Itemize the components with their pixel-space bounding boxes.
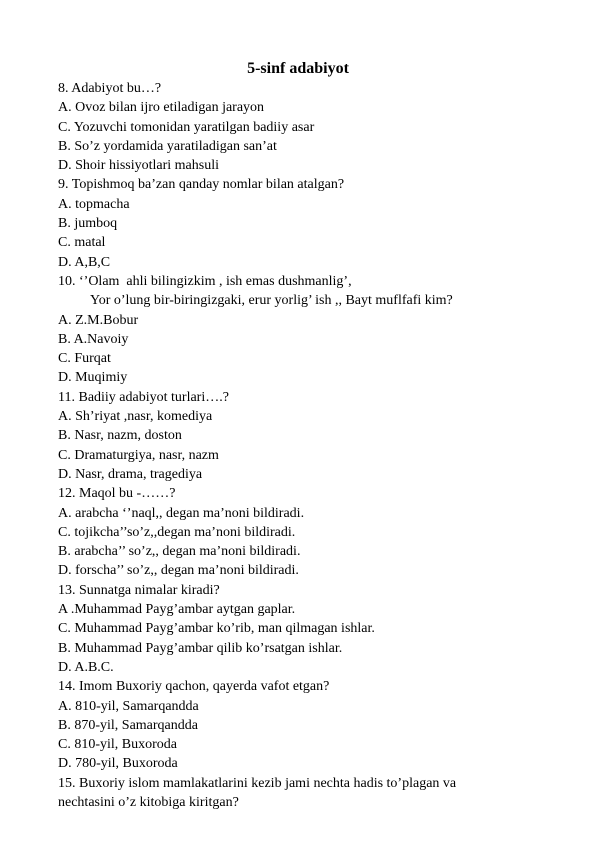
answer-line: B. jumboq <box>58 216 118 232</box>
answer-line: B. arabcha’’ so’z,, degan ma’noni bildiradi. <box>58 544 301 560</box>
answer-line: D. 780-yil, Buxoroda <box>58 756 178 772</box>
answer-line: C. Dramaturgiya, nasr, nazm <box>58 447 219 463</box>
answer-line: C. Yozuvchi tomonidan yaratilgan badiiy asar <box>58 119 315 135</box>
answer-line: B. Nasr, nazm, doston <box>58 428 182 444</box>
answer-line: D. Shoir hissiyotlari mahsuli <box>58 158 219 174</box>
answer-line: C. Furqat <box>58 351 111 367</box>
answer-line: A .Muhammad Payg’ambar aytgan gaplar. <box>58 602 296 618</box>
answer-line: D. A.B.C. <box>58 659 114 675</box>
answer-line: B. Muhammad Payg’ambar qilib ko’rsatgan ishlar. <box>58 640 343 656</box>
answer-line: A. Sh’riyat ,nasr, komediya <box>58 409 213 425</box>
answer-line: D. forscha’’ so’z,, degan ma’noni bildiradi. <box>58 563 299 579</box>
question-15-continuation: nechtasini o’z kitobiga kiritgan? <box>58 794 239 810</box>
question-10-continuation: Yor o’lung bir-biringizgaki, erur yorlig’ ish ,, Bayt muflfafi kim? <box>90 293 453 309</box>
answer-line: C. Muhammad Payg’ambar ko’rib, man qilmagan ishlar. <box>58 621 375 637</box>
document-body <box>58 79 558 812</box>
question-9: 9. Topishmoq ba’zan qanday nomlar bilan atalgan? <box>58 177 345 193</box>
answer-line: B. 870-yil, Samarqandda <box>58 717 198 733</box>
question-12: 12. Maqol bu -……? <box>58 486 176 502</box>
answer-line: D. Muqimiy <box>58 370 128 386</box>
question-11: 11. Badiiy adabiyot turlari….? <box>58 389 229 405</box>
answer-line: A. Z.M.Bobur <box>58 312 139 328</box>
question-14: 14. Imom Buxoriy qachon, qayerda vafot etgan? <box>58 679 330 695</box>
page-title: 5-sinf adabiyot <box>247 60 349 77</box>
answer-line: D. Nasr, drama, tragediya <box>58 466 203 482</box>
answer-line: D. A,B,C <box>58 254 111 270</box>
answer-line: A. Ovoz bilan ijro etiladigan jarayon <box>58 100 265 116</box>
answer-line: C. 810-yil, Buxoroda <box>58 737 177 753</box>
question-10: 10. ‘’Olam ahli bilingizkim , ish emas dushmanlig’, <box>58 273 352 289</box>
question-13: 13. Sunnatga nimalar kiradi? <box>58 582 220 598</box>
answer-line: C. tojikcha’’so’z,,degan ma’noni bildiradi. <box>58 524 296 540</box>
answer-line: B. So’z yordamida yaratiladigan san’at <box>58 138 277 154</box>
answer-line: B. A.Navoiy <box>58 331 129 347</box>
answer-line: A. 810-yil, Samarqandda <box>58 698 199 714</box>
question-8: 8. Adabiyot bu…? <box>58 81 162 96</box>
question-15: 15. Buxoriy islom mamlakatlarini kezib jami nechta hadis to’plagan va <box>58 775 457 791</box>
answer-line: A. topmacha <box>58 196 130 212</box>
answer-line: A. arabcha ‘’naql,, degan ma’noni bildiradi. <box>58 505 305 521</box>
answer-line: C. matal <box>58 235 106 251</box>
